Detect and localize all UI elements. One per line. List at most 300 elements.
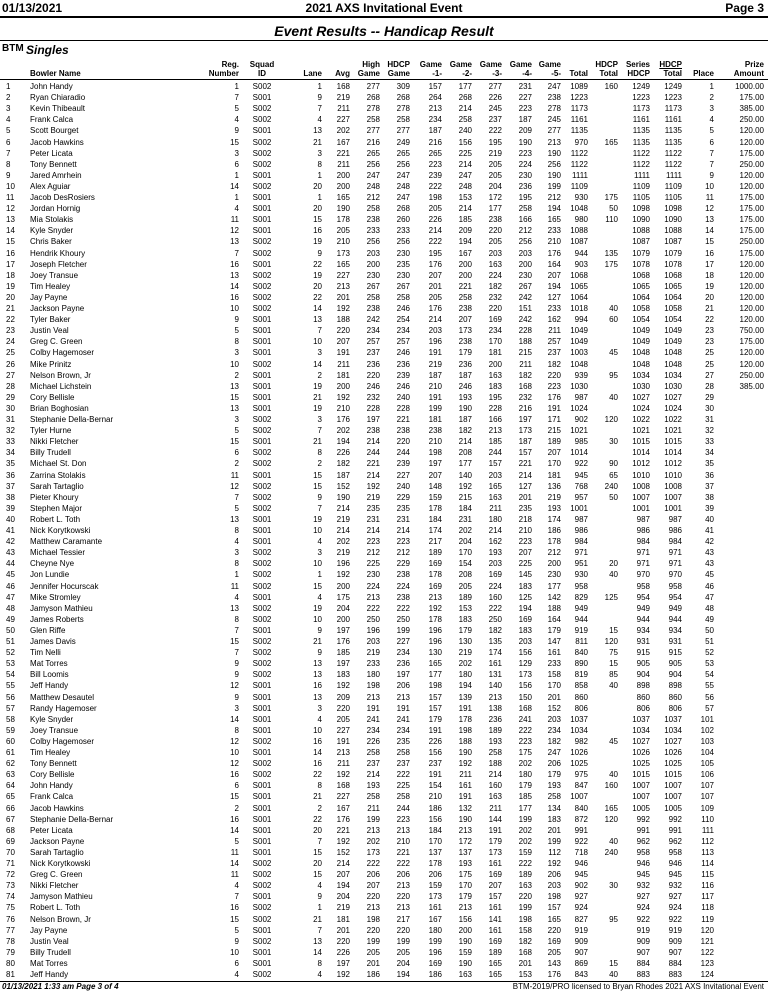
place: 38: [705, 492, 714, 502]
bowler-name: Colby Hagemoser: [30, 348, 95, 358]
game-4: 158: [518, 925, 532, 935]
total: 984: [574, 537, 588, 547]
game-4: 236: [518, 181, 532, 191]
bowler-name: Michael Lichstein: [30, 381, 92, 391]
game-3: 165: [488, 481, 502, 491]
squad-id: S002: [252, 637, 272, 646]
average: 176: [336, 415, 350, 424]
reg-number: 13: [230, 403, 239, 413]
place: 16: [705, 248, 714, 258]
lane: 10: [313, 559, 322, 569]
high-game: 267: [366, 281, 380, 291]
game-3: 182: [488, 625, 502, 635]
table-row: [0, 826, 768, 835]
hdcp-series-total: 934: [668, 625, 682, 635]
place: 118: [701, 903, 714, 913]
total: 843: [574, 970, 588, 979]
game-2: 183: [458, 614, 472, 624]
game-2: 214: [458, 159, 472, 169]
game-2: 211: [459, 770, 472, 780]
table-row: [0, 459, 768, 468]
game-2: 180: [458, 670, 472, 680]
squad-id: S001: [252, 392, 272, 402]
table-row: [0, 138, 768, 147]
game-5: 193: [547, 503, 561, 513]
squad-id: S002: [252, 359, 272, 369]
series-hdcp: 898: [636, 681, 650, 691]
high-game: 225: [366, 559, 380, 569]
hdcp-game: 241: [396, 714, 410, 724]
game-2: 137: [458, 847, 472, 857]
hdcp-series-total: 1122: [664, 159, 682, 169]
series-hdcp: 1008: [632, 481, 650, 491]
game-1: 186: [428, 803, 442, 813]
series-hdcp: 1135: [632, 126, 650, 136]
game-1: 179: [428, 714, 442, 724]
game-2: 202: [458, 526, 472, 535]
average: 210: [336, 237, 350, 247]
game-3: 135: [488, 637, 502, 646]
game-2: 205: [458, 581, 472, 591]
hdcp-total: 95: [609, 370, 618, 380]
average: 211: [337, 104, 350, 114]
hdcp-game: 206: [396, 681, 410, 691]
series-hdcp: 1173: [632, 104, 650, 114]
bowler-name: Michael St. Don: [30, 459, 87, 469]
place: 122: [700, 947, 714, 957]
hdcp-series-total: 1010: [664, 470, 682, 480]
game-4: 230: [518, 170, 532, 180]
place: 12: [705, 204, 714, 214]
lane: 21: [313, 637, 322, 646]
high-game: 268: [366, 93, 380, 103]
game-3: 222: [488, 126, 502, 136]
game-4: 194: [518, 603, 532, 613]
game-2: 248: [458, 181, 472, 191]
game-4: 125: [518, 592, 532, 602]
row-number: 8: [6, 159, 11, 169]
place: 34: [705, 448, 714, 458]
hdcp-game: 278: [396, 104, 410, 114]
hdcp-game: 237: [396, 759, 410, 769]
place: 15: [705, 237, 714, 247]
game-4: 231: [518, 82, 532, 91]
game-1: 206: [428, 870, 442, 880]
game-5: 278: [547, 104, 561, 114]
col-lane: Lane: [303, 69, 322, 78]
average: 196: [336, 559, 350, 569]
average: 187: [336, 470, 350, 480]
place: 116: [701, 881, 714, 891]
game-5: 164: [547, 259, 561, 269]
row-number: 6: [6, 137, 11, 147]
total: 971: [574, 548, 588, 558]
average: 181: [336, 914, 350, 924]
high-game: 233: [366, 226, 380, 236]
game-5: 220: [547, 925, 561, 935]
squad-id: S001: [252, 725, 272, 735]
row-number: 12: [6, 204, 15, 214]
bowler-name: Nikki Fletcher: [30, 437, 79, 447]
lane: 20: [313, 825, 322, 835]
game-1: 226: [428, 736, 442, 746]
total: 1089: [570, 82, 588, 91]
average: 202: [336, 426, 350, 436]
reg-number: 9: [234, 670, 239, 680]
bowler-name: Nick Korytkowski: [30, 526, 91, 535]
game-4: 210: [518, 526, 532, 535]
squad-id: S001: [252, 226, 272, 236]
squad-id: S001: [252, 204, 272, 214]
place: 25: [705, 359, 714, 369]
series-hdcp: 1005: [632, 803, 650, 813]
high-game: 211: [367, 803, 380, 813]
squad-id: S001: [252, 892, 272, 902]
hdcp-series-total: 884: [668, 958, 682, 968]
game-5: 158: [547, 670, 561, 680]
game-4: 151: [518, 304, 532, 313]
place: 46: [705, 581, 714, 591]
total: 958: [574, 581, 588, 591]
total: 768: [574, 481, 588, 491]
hdcp-series-total: 1030: [664, 381, 682, 391]
squad-id: S001: [252, 781, 272, 791]
prize-amount: 250.00: [739, 237, 764, 247]
prize-amount: 120.00: [739, 137, 764, 147]
game-5: 194: [547, 204, 561, 214]
col-hdcp-total-1: HDCP: [595, 60, 618, 69]
series-hdcp: 1048: [632, 359, 650, 369]
game-3: 220: [488, 226, 502, 236]
place: 7: [709, 159, 714, 169]
average: 192: [336, 392, 350, 402]
high-game: 200: [366, 259, 380, 269]
table-row: [0, 937, 768, 946]
place: 23: [705, 337, 714, 347]
hdcp-total: 120: [604, 637, 618, 646]
place: 10: [705, 181, 714, 191]
lane: 8: [317, 448, 322, 458]
hdcp-series-total: 1111: [665, 170, 682, 180]
series-hdcp: 944: [636, 614, 650, 624]
game-2: 188: [458, 736, 472, 746]
lane: 7: [317, 426, 322, 436]
col-g1-1: Game: [419, 60, 442, 69]
lane: 16: [313, 681, 322, 691]
game-2: 177: [458, 459, 472, 469]
prize-amount: 175.00: [739, 148, 764, 158]
bowler-name: Justin Veal: [30, 326, 69, 336]
table-row: [0, 804, 768, 813]
lane: 8: [317, 958, 322, 968]
average: 194: [336, 437, 350, 447]
high-game: 248: [366, 181, 380, 191]
lane: 15: [313, 870, 322, 880]
place: 41: [705, 526, 714, 535]
game-4: 199: [518, 903, 532, 913]
row-number: 24: [6, 337, 15, 347]
total: 819: [574, 670, 588, 680]
hdcp-series-total: 1122: [664, 148, 682, 158]
table-row: [0, 448, 768, 457]
game-1: 130: [428, 648, 442, 658]
series-hdcp: 1088: [632, 226, 650, 236]
hdcp-game: 256: [396, 159, 410, 169]
place: 4: [709, 115, 714, 125]
average: 202: [336, 537, 350, 547]
hdcp-total: 50: [609, 492, 618, 502]
game-1: 169: [428, 958, 442, 968]
hdcp-series-total: 1088: [664, 226, 682, 236]
game-5: 165: [547, 914, 561, 924]
average: 165: [336, 259, 350, 269]
series-hdcp: 1098: [632, 204, 650, 214]
hdcp-series-total: 946: [668, 859, 682, 868]
footer-left: 01/13/2021 1:33 am Page 3 of 4: [2, 982, 119, 991]
game-4: 168: [518, 947, 532, 957]
game-2: 207: [458, 315, 472, 325]
squad-id: S001: [252, 337, 272, 347]
total: 840: [574, 803, 588, 813]
game-3: 207: [488, 881, 502, 891]
average: 214: [336, 503, 350, 513]
table-row: [0, 926, 768, 935]
hdcp-series-total: 1034: [664, 725, 682, 735]
high-game: 213: [366, 592, 380, 602]
row-number: 21: [6, 304, 15, 313]
high-game: 186: [366, 970, 380, 979]
hdcp-series-total: 992: [668, 814, 682, 824]
total: 902: [574, 415, 588, 424]
table-row: [0, 82, 768, 91]
hdcp-game: 258: [396, 292, 410, 302]
bowler-name: Jackson Payne: [30, 304, 85, 313]
table-row: [0, 737, 768, 746]
game-5: 161: [547, 648, 561, 658]
total: 1026: [570, 748, 588, 757]
lane: 15: [313, 481, 322, 491]
lane: 7: [317, 503, 322, 513]
hdcp-total: 40: [609, 681, 618, 691]
prize-amount: 175.00: [739, 93, 764, 103]
series-hdcp: 1024: [632, 403, 650, 413]
squad-id: S002: [252, 559, 272, 569]
squad-id: S002: [252, 481, 272, 491]
lane: 3: [317, 548, 322, 558]
prize-amount: 120.00: [739, 348, 764, 358]
hdcp-series-total: 1034: [664, 370, 682, 380]
game-5: 174: [547, 514, 561, 524]
average: 204: [336, 603, 350, 613]
bowler-name: Jacob Hawkins: [30, 803, 84, 813]
bowler-name: Jon Lundie: [30, 570, 70, 580]
hdcp-series-total: 986: [668, 526, 682, 535]
col-reg-2: Number: [208, 69, 239, 78]
average: 191: [336, 348, 350, 358]
reg-number: 2: [234, 370, 239, 380]
bowler-name: Jamyson Mathieu: [30, 892, 93, 902]
game-5: 201: [547, 692, 561, 702]
squad-id: S001: [252, 803, 272, 813]
game-5: 176: [547, 248, 561, 258]
game-4: 218: [518, 514, 532, 524]
bowler-name: Jacob Hawkins: [30, 137, 84, 147]
total: 1173: [570, 104, 588, 114]
series-hdcp: 1049: [632, 326, 650, 336]
game-3: 163: [488, 259, 502, 269]
game-5: 210: [547, 237, 561, 247]
row-number: 31: [6, 415, 15, 424]
squad-id: S002: [252, 936, 272, 946]
table-row: [0, 859, 768, 868]
series-hdcp: 987: [636, 514, 650, 524]
squad-id: S002: [252, 426, 272, 436]
reg-number: 1: [234, 570, 239, 580]
game-3: 193: [488, 548, 502, 558]
place: 47: [705, 592, 714, 602]
hdcp-series-total: 1079: [664, 248, 682, 258]
bowler-name: Randy Hagemoser: [30, 703, 97, 713]
game-2: 156: [458, 914, 472, 924]
game-3: 228: [488, 403, 502, 413]
row-number: 26: [6, 359, 15, 369]
series-hdcp: 1048: [632, 348, 650, 358]
series-hdcp: 1090: [632, 215, 650, 225]
squad-id: S002: [252, 237, 272, 247]
place: 27: [705, 370, 714, 380]
lane: 10: [313, 337, 322, 347]
game-1: 199: [428, 403, 442, 413]
game-5: 178: [547, 537, 561, 547]
lane: 15: [313, 847, 322, 857]
table-row: [0, 304, 768, 313]
place: 5: [709, 126, 714, 136]
hdcp-game: 234: [396, 326, 410, 336]
game-2: 187: [458, 370, 472, 380]
place: 111: [701, 825, 714, 835]
bowler-name: Bill Loomis: [30, 670, 69, 680]
game-4: 258: [518, 204, 532, 214]
hdcp-series-total: 970: [668, 570, 682, 580]
game-5: 134: [547, 803, 561, 813]
total: 858: [574, 681, 588, 691]
place: 107: [700, 792, 714, 802]
hdcp-total: 50: [609, 204, 618, 214]
game-2: 200: [458, 925, 472, 935]
table-row: [0, 215, 768, 224]
game-2: 214: [458, 104, 472, 114]
game-5: 171: [547, 415, 561, 424]
total: 939: [574, 370, 588, 380]
row-number: 43: [6, 548, 15, 558]
lane: 13: [313, 659, 322, 669]
series-hdcp: 1007: [632, 492, 650, 502]
total: 1109: [570, 181, 588, 191]
bowler-name: Joey Transue: [30, 270, 79, 280]
game-3: 161: [488, 925, 502, 935]
squad-id: S001: [252, 348, 272, 358]
table-row: [0, 504, 768, 513]
reg-number: 1: [234, 193, 239, 202]
hdcp-game: 222: [396, 603, 410, 613]
series-hdcp: 945: [636, 870, 650, 880]
place: 14: [705, 226, 714, 236]
high-game: 247: [366, 170, 380, 180]
game-4: 235: [518, 503, 532, 513]
bowler-name: Jay Payne: [30, 925, 68, 935]
game-1: 222: [428, 237, 442, 247]
bowler-name: Robert L. Toth: [30, 514, 81, 524]
col-total: Total: [569, 69, 588, 78]
hdcp-game: 238: [396, 426, 410, 436]
game-4: 183: [518, 625, 532, 635]
game-3: 188: [488, 759, 502, 769]
reg-number: 9: [234, 659, 239, 669]
game-4: 175: [518, 748, 532, 757]
row-number: 47: [6, 592, 15, 602]
header-event: 2021 AXS Invitational Event: [305, 1, 463, 15]
total: 907: [574, 947, 588, 957]
high-game: 206: [366, 870, 380, 880]
average: 168: [336, 781, 350, 791]
hdcp-game: 223: [396, 814, 410, 824]
game-4: 199: [518, 814, 532, 824]
place: 124: [700, 970, 714, 979]
squad-id: S002: [252, 181, 272, 191]
hdcp-game: 240: [396, 392, 410, 402]
total: 945: [574, 470, 588, 480]
game-5: 186: [547, 526, 561, 535]
col-hdcp-2: Game: [387, 69, 410, 78]
prize-amount: 175.00: [739, 248, 764, 258]
squad-id: S001: [252, 370, 272, 380]
series-hdcp: 971: [636, 559, 650, 569]
header-date: 01/13/2021: [2, 1, 63, 15]
hdcp-game: 260: [396, 215, 410, 225]
game-4: 227: [518, 93, 532, 103]
game-5: 198: [547, 892, 561, 902]
game-2: 153: [458, 193, 472, 202]
place: 114: [701, 859, 714, 868]
game-5: 233: [547, 226, 561, 236]
place: 50: [705, 625, 714, 635]
squad-id: S002: [252, 82, 272, 91]
lane: 4: [317, 537, 322, 547]
game-4: 150: [518, 692, 532, 702]
row-number: 28: [6, 381, 15, 391]
row-number: 60: [6, 736, 15, 746]
row-number: 69: [6, 836, 15, 846]
row-number: 40: [6, 514, 15, 524]
table-row: [0, 171, 768, 180]
lane: 2: [317, 370, 322, 380]
table-row: [0, 604, 768, 613]
high-game: 222: [366, 603, 380, 613]
reg-number: 14: [230, 181, 239, 191]
hdcp-series-total: 909: [668, 936, 682, 946]
series-hdcp: 919: [636, 925, 650, 935]
game-3: 177: [488, 204, 502, 214]
hdcp-game: 227: [396, 470, 410, 480]
game-2: 213: [458, 903, 472, 913]
series-hdcp: 1161: [632, 115, 650, 125]
game-1: 186: [428, 970, 442, 979]
reg-number: 9: [234, 936, 239, 946]
game-4: 223: [518, 537, 532, 547]
game-3: 203: [488, 470, 502, 480]
bowler-name: Jacob DesRosiers: [30, 193, 95, 202]
game-5: 164: [547, 614, 561, 624]
